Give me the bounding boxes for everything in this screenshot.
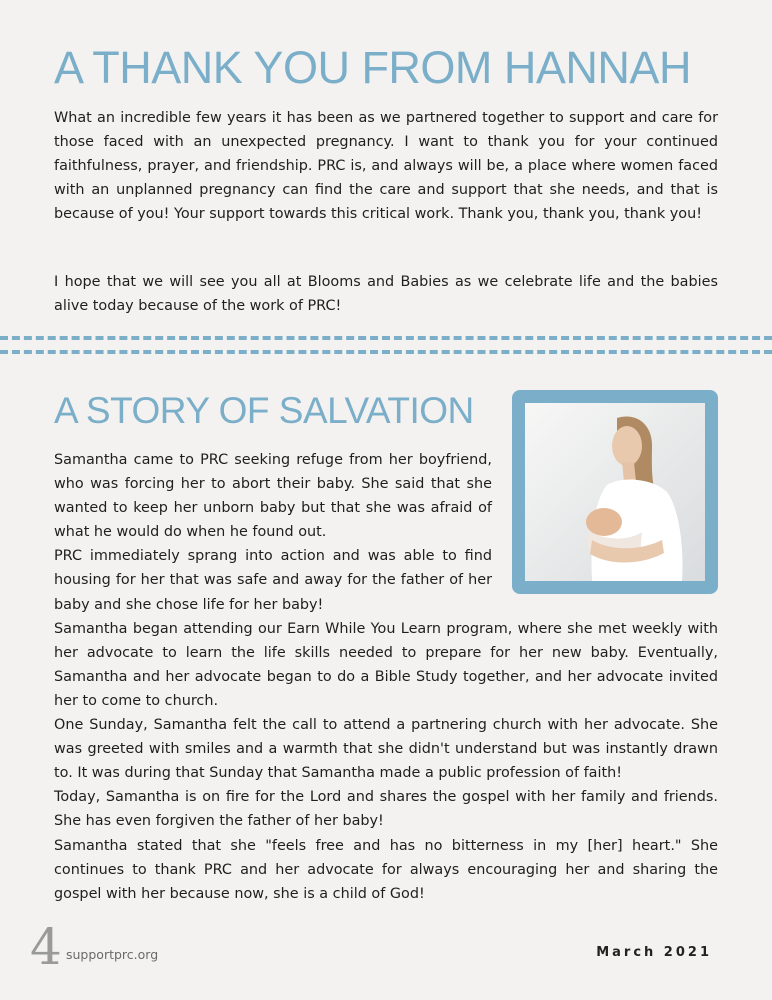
website-link[interactable]: supportprc.org xyxy=(66,947,159,962)
story-paragraph: One Sunday, Samantha felt the call to attend a partnering church with her advocate. She was greeted with smiles and a warmth that she didn't understand but was instantly drawn to. It was during that Sunday that Samantha made a public profession of faith! xyxy=(54,717,718,782)
thank-you-paragraph: I hope that we will see you all at Blooms and Babies as we celebrate life and the babies alive today because of the work of PRC! xyxy=(54,274,718,315)
dashed-divider xyxy=(0,336,772,340)
story-paragraph: Samantha came to PRC seeking refuge from her boyfriend, who was forcing her to abort their baby. She said that she wanted to keep her unborn baby but that she was afraid of what he would do when he found out. xyxy=(54,452,492,541)
story-body xyxy=(54,448,718,906)
section-title-story: A STORY OF SALVATION xyxy=(54,390,474,431)
page-number: 4 xyxy=(30,918,62,976)
section-title-thank-you: A THANK YOU FROM HANNAH xyxy=(54,42,691,93)
story-paragraph: Samantha stated that she "feels free and has no bitterness in my [her] heart." She continues to thank PRC and her advocate for always encouraging her and sharing the gospel with her because now, she is a child of God! xyxy=(54,837,718,902)
issue-date: March 2021 xyxy=(596,945,712,960)
story-paragraph: Today, Samantha is on fire for the Lord and shares the gospel with her family and friends. She has even forgiven the father of her baby! xyxy=(54,789,718,830)
story-paragraph: Samantha began attending our Earn While You Learn program, where she met weekly with her advocate to learn the life skills needed to prepare for her new baby. Eventually, Samantha and her advocate began to do a Bible Study together, and her advocate invited her to come to church. xyxy=(54,620,718,709)
mother-baby-photo xyxy=(512,390,718,594)
story-paragraph: PRC immediately sprang into action and was able to find housing for her that was safe and away for the father of her baby and she chose life for her baby! xyxy=(54,548,492,613)
dashed-divider xyxy=(0,350,772,354)
thank-you-paragraph: What an incredible few years it has been as we partnered together to support and care for those faced with an unexpected pregnancy. I want to thank you for your continued faithfulness, prayer, and friendship. PRC is, and always will be, a place where women faced with an unplanned pregnancy can find the care and support that she needs, and that is because of you! Your support towards this critical work. Thank you, thank you, thank you! xyxy=(54,110,718,223)
